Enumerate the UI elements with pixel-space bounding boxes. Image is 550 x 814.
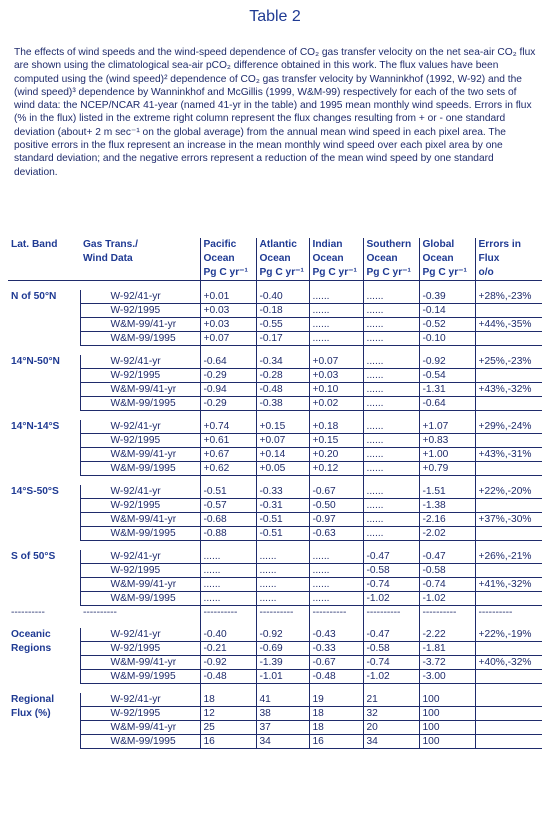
unit-southern: Pg C yr⁻¹	[363, 266, 419, 281]
header-row-2	[8, 252, 542, 266]
lat-band-label	[8, 656, 80, 670]
gas-trans-wind-cell: W-92/1995	[80, 434, 200, 448]
errors-cell: +41%,-32%	[475, 578, 542, 592]
southern-cell: ......	[363, 318, 419, 332]
errors-cell	[475, 693, 542, 707]
separator-dashes: ----------	[83, 607, 117, 618]
indian-cell: ......	[309, 550, 363, 564]
separator-dashes: ----------	[363, 606, 419, 620]
separator-dashes: ----------	[11, 606, 45, 618]
gas-trans-wind-cell: W-92/1995	[80, 499, 200, 513]
errors-cell	[475, 332, 542, 346]
lat-band-label: N of 50°N	[11, 291, 57, 303]
global-cell: 100	[419, 707, 475, 721]
global-cell: -1.81	[419, 642, 475, 656]
lat-band-label: Regional	[11, 694, 55, 706]
atlantic-cell: 37	[256, 721, 309, 735]
unit-indian: Pg C yr⁻¹	[309, 266, 363, 281]
indian-cell: -0.43	[309, 628, 363, 642]
errors-cell: +28%,-23%	[475, 290, 542, 304]
lat-band-label	[8, 383, 80, 397]
southern-cell: -1.02	[363, 670, 419, 684]
lat-band-label	[8, 369, 80, 383]
indian-cell: 18	[309, 707, 363, 721]
lat-band-label	[8, 735, 80, 749]
southern-cell: ......	[363, 485, 419, 499]
header-indian-ocean: Ocean	[309, 252, 363, 266]
atlantic-cell: +0.07	[256, 434, 309, 448]
global-cell: 100	[419, 735, 475, 749]
global-cell: -0.92	[419, 355, 475, 369]
atlantic-cell: -0.17	[256, 332, 309, 346]
indian-cell: +0.15	[309, 434, 363, 448]
atlantic-cell: -0.92	[256, 628, 309, 642]
table-row	[8, 735, 542, 749]
indian-cell: -0.67	[309, 485, 363, 499]
gas-trans-wind-cell: W-92/1995	[80, 642, 200, 656]
unit-errors: o/o	[475, 266, 542, 281]
indian-cell: -0.63	[309, 527, 363, 541]
lat-band-label	[8, 397, 80, 411]
indian-cell: -0.50	[309, 499, 363, 513]
errors-cell: +44%,-35%	[475, 318, 542, 332]
southern-cell: ......	[363, 383, 419, 397]
separator-row	[8, 606, 542, 620]
global-cell: +1.00	[419, 448, 475, 462]
errors-cell	[475, 499, 542, 513]
table-row	[8, 397, 542, 411]
global-cell: -0.39	[419, 290, 475, 304]
global-cell: -0.14	[419, 304, 475, 318]
gas-trans-wind-cell: W&M-99/1995	[80, 332, 200, 346]
header-pacific-ocean: Ocean	[200, 252, 256, 266]
table-row	[8, 642, 542, 656]
pacific-cell: ......	[200, 592, 256, 606]
atlantic-cell: +0.14	[256, 448, 309, 462]
errors-cell: +22%,-20%	[475, 485, 542, 499]
atlantic-cell: -0.69	[256, 642, 309, 656]
table-row	[8, 721, 542, 735]
header-atlantic: Atlantic	[256, 238, 309, 252]
header-global-ocean: Ocean	[419, 252, 475, 266]
table-row	[8, 564, 542, 578]
gas-trans-wind-cell: W&M-99/41-yr	[80, 448, 200, 462]
southern-cell: ......	[363, 355, 419, 369]
header-atlantic-ocean: Ocean	[256, 252, 309, 266]
errors-cell: +43%,-31%	[475, 448, 542, 462]
gas-trans-wind-cell: W&M-99/41-yr	[80, 318, 200, 332]
header-southern-ocean: Ocean	[363, 252, 419, 266]
gas-trans-wind-cell: W&M-99/1995	[80, 527, 200, 541]
errors-cell: +37%,-30%	[475, 513, 542, 527]
indian-cell: +0.18	[309, 420, 363, 434]
global-cell: -0.64	[419, 397, 475, 411]
atlantic-cell: -0.33	[256, 485, 309, 499]
band-spacer	[8, 281, 542, 291]
band-spacer	[8, 541, 542, 551]
pacific-cell: 25	[200, 721, 256, 735]
errors-cell: +29%,-24%	[475, 420, 542, 434]
atlantic-cell: -0.18	[256, 304, 309, 318]
separator-dashes: ----------	[200, 606, 256, 620]
atlantic-cell: ......	[256, 578, 309, 592]
southern-cell: 21	[363, 693, 419, 707]
atlantic-cell: -0.38	[256, 397, 309, 411]
table-row	[8, 513, 542, 527]
table-row	[8, 420, 542, 434]
atlantic-cell: ......	[256, 550, 309, 564]
atlantic-cell: -0.31	[256, 499, 309, 513]
gas-trans-wind-cell: W&M-99/1995	[80, 735, 200, 749]
indian-cell: ......	[309, 290, 363, 304]
lat-band-label	[8, 318, 80, 332]
global-cell: 100	[419, 693, 475, 707]
pacific-cell: -0.29	[200, 397, 256, 411]
pacific-cell: -0.94	[200, 383, 256, 397]
lat-band-label	[8, 434, 80, 448]
atlantic-cell: -0.48	[256, 383, 309, 397]
southern-cell: ......	[363, 448, 419, 462]
southern-cell: -0.58	[363, 642, 419, 656]
global-cell: -0.74	[419, 578, 475, 592]
table-row	[8, 693, 542, 707]
errors-cell	[475, 434, 542, 448]
header-southern: Southern	[363, 238, 419, 252]
table-row	[8, 527, 542, 541]
unit-atlantic: Pg C yr⁻¹	[256, 266, 309, 281]
atlantic-cell: 34	[256, 735, 309, 749]
header-indian: Indian	[309, 238, 363, 252]
southern-cell: ......	[363, 527, 419, 541]
table-row	[8, 304, 542, 318]
table-caption: The effects of wind speeds and the wind-speed dependence of CO₂ gas transfer velocity on the net sea-air CO₂ flux are shown using the climatological sea-air pCO₂ difference obtained in this work. The flux values have been computed using the (wind speed)² dependence of CO₂ gas transfer velocity by Wanninkhof (1992, W-92) and the (wind speed)³ dependence by Wanninkhof and McGillis (1999, W&M-99) respectively for each of the two sets of wind data: the NCEP/NCAR 41-year (named 41-yr in the table) and 1995 mean monthly wind speeds. Errors in flux (% in the flux) listed in the extreme right column represent the flux changes resulting from + or - one standard deviation (about+ 2 m sec⁻¹ on the global average) from the annual mean wind speed in each pixel area. The positive errors in the flux represent an increase in the mean monthly wind speed over each pixel area by one standard deviation; and the negative errors represent a reduction of the mean wind speed by one standard deviation.	[14, 47, 536, 178]
gas-trans-wind-cell: W-92/1995	[80, 564, 200, 578]
global-cell: -1.02	[419, 592, 475, 606]
separator-dashes: ----------	[419, 606, 475, 620]
pacific-cell: -0.48	[200, 670, 256, 684]
header-row-1	[8, 238, 542, 252]
atlantic-cell: -1.39	[256, 656, 309, 670]
header-gas-trans: Gas Trans./	[83, 239, 138, 250]
errors-cell: +40%,-32%	[475, 656, 542, 670]
indian-cell: -0.48	[309, 670, 363, 684]
indian-cell: -0.97	[309, 513, 363, 527]
gas-trans-wind-cell: W-92/41-yr	[80, 628, 200, 642]
global-cell: -0.58	[419, 564, 475, 578]
southern-cell: ......	[363, 290, 419, 304]
gas-trans-wind-cell: W-92/1995	[80, 304, 200, 318]
indian-cell: 16	[309, 735, 363, 749]
lat-band-label	[8, 513, 80, 527]
global-cell: -3.00	[419, 670, 475, 684]
lat-band-label	[8, 499, 80, 513]
southern-cell: -0.74	[363, 656, 419, 670]
errors-cell	[475, 527, 542, 541]
indian-cell: ......	[309, 564, 363, 578]
indian-cell: -0.67	[309, 656, 363, 670]
unit-pacific: Pg C yr⁻¹	[200, 266, 256, 281]
lat-band-label	[8, 332, 80, 346]
global-cell: +0.79	[419, 462, 475, 476]
separator-dashes: ----------	[256, 606, 309, 620]
global-cell: -2.22	[419, 628, 475, 642]
band-spacer	[8, 346, 542, 356]
header-flux: Flux	[475, 252, 542, 266]
gas-trans-wind-cell: W&M-99/1995	[80, 462, 200, 476]
errors-cell	[475, 592, 542, 606]
band-spacer	[8, 476, 542, 486]
errors-cell	[475, 642, 542, 656]
pacific-cell: 18	[200, 693, 256, 707]
header-row-units	[8, 266, 542, 281]
pacific-cell: +0.61	[200, 434, 256, 448]
gas-trans-wind-cell: W-92/41-yr	[80, 290, 200, 304]
table-row	[8, 628, 542, 642]
gas-trans-wind-cell: W&M-99/1995	[80, 592, 200, 606]
lat-band-label	[8, 448, 80, 462]
atlantic-cell: +0.05	[256, 462, 309, 476]
atlantic-cell: 41	[256, 693, 309, 707]
southern-cell: ......	[363, 332, 419, 346]
header-global: Global	[419, 238, 475, 252]
header-pacific: Pacific	[200, 238, 256, 252]
indian-cell: +0.12	[309, 462, 363, 476]
errors-cell: +26%,-21%	[475, 550, 542, 564]
gas-trans-wind-cell: W-92/41-yr	[80, 420, 200, 434]
gas-trans-wind-cell: W-92/1995	[80, 369, 200, 383]
table-row	[8, 383, 542, 397]
separator-dashes: ----------	[309, 606, 363, 620]
global-cell: -0.52	[419, 318, 475, 332]
indian-cell: ......	[309, 592, 363, 606]
errors-cell	[475, 721, 542, 735]
lat-band-label	[8, 670, 80, 684]
errors-cell	[475, 304, 542, 318]
table-row	[8, 707, 542, 721]
table-row	[8, 670, 542, 684]
southern-cell: -0.58	[363, 564, 419, 578]
indian-cell: +0.03	[309, 369, 363, 383]
lat-band-label	[8, 721, 80, 735]
pacific-cell: +0.01	[200, 290, 256, 304]
pacific-cell: -0.40	[200, 628, 256, 642]
errors-cell	[475, 564, 542, 578]
pacific-cell: -0.68	[200, 513, 256, 527]
errors-cell: +25%,-23%	[475, 355, 542, 369]
gas-trans-wind-cell: W-92/41-yr	[80, 550, 200, 564]
pacific-cell: 12	[200, 707, 256, 721]
southern-cell: ......	[363, 397, 419, 411]
southern-cell: ......	[363, 499, 419, 513]
lat-band-label: 14°N-14°S	[11, 421, 60, 433]
indian-cell: 19	[309, 693, 363, 707]
errors-cell: +43%,-32%	[475, 383, 542, 397]
indian-cell: ......	[309, 318, 363, 332]
errors-cell	[475, 735, 542, 749]
lat-band-label: 14°S-50°S	[11, 486, 59, 498]
indian-cell: ......	[309, 578, 363, 592]
page-title: Table 2	[249, 8, 301, 25]
global-cell: -1.51	[419, 485, 475, 499]
band-spacer	[8, 619, 542, 628]
global-cell: -2.16	[419, 513, 475, 527]
band-spacer	[8, 684, 542, 694]
southern-cell: ......	[363, 420, 419, 434]
gas-trans-wind-cell: W-92/41-yr	[80, 693, 200, 707]
indian-cell: ......	[309, 304, 363, 318]
errors-cell	[475, 369, 542, 383]
header-errors: Errors in	[475, 238, 542, 252]
pacific-cell: -0.64	[200, 355, 256, 369]
header-lat-band: Lat. Band	[11, 239, 58, 250]
pacific-cell: -0.21	[200, 642, 256, 656]
lat-band-label: Oceanic	[11, 629, 51, 641]
lat-band-label: 14°N-50°N	[11, 356, 60, 368]
pacific-cell: -0.92	[200, 656, 256, 670]
band-spacer	[8, 411, 542, 421]
lat-band-label	[8, 578, 80, 592]
table-row	[8, 434, 542, 448]
errors-cell: +22%,-19%	[475, 628, 542, 642]
table-row	[8, 332, 542, 346]
pacific-cell: ......	[200, 578, 256, 592]
lat-band-label	[8, 304, 80, 318]
atlantic-cell: ......	[256, 564, 309, 578]
header-wind-data: Wind Data	[83, 253, 133, 264]
southern-cell: ......	[363, 434, 419, 448]
indian-cell: -0.33	[309, 642, 363, 656]
southern-cell: -1.02	[363, 592, 419, 606]
pacific-cell: +0.74	[200, 420, 256, 434]
pacific-cell: +0.03	[200, 304, 256, 318]
table-row	[8, 462, 542, 476]
southern-cell: -0.47	[363, 550, 419, 564]
pacific-cell: -0.29	[200, 369, 256, 383]
pacific-cell: +0.07	[200, 332, 256, 346]
table-row	[8, 448, 542, 462]
table-row	[8, 369, 542, 383]
global-cell: 100	[419, 721, 475, 735]
table-row	[8, 578, 542, 592]
pacific-cell: 16	[200, 735, 256, 749]
pacific-cell: -0.57	[200, 499, 256, 513]
global-cell: +0.83	[419, 434, 475, 448]
errors-cell	[475, 670, 542, 684]
indian-cell: +0.07	[309, 355, 363, 369]
table-row	[8, 355, 542, 369]
gas-trans-wind-cell: W&M-99/41-yr	[80, 513, 200, 527]
table-body	[8, 281, 542, 749]
gas-trans-wind-cell: W-92/1995	[80, 707, 200, 721]
pacific-cell: +0.03	[200, 318, 256, 332]
lat-band-label: Regions	[11, 643, 52, 654]
atlantic-cell: +0.15	[256, 420, 309, 434]
pacific-cell: +0.67	[200, 448, 256, 462]
table-row	[8, 550, 542, 564]
atlantic-cell: -1.01	[256, 670, 309, 684]
atlantic-cell: -0.51	[256, 527, 309, 541]
global-cell: -0.54	[419, 369, 475, 383]
gas-trans-wind-cell: W-92/41-yr	[80, 355, 200, 369]
atlantic-cell: -0.34	[256, 355, 309, 369]
southern-cell: 32	[363, 707, 419, 721]
gas-trans-wind-cell: W&M-99/41-yr	[80, 383, 200, 397]
separator-dashes: ----------	[475, 606, 542, 620]
table-page	[0, 8, 550, 814]
southern-cell: -0.47	[363, 628, 419, 642]
table-row	[8, 656, 542, 670]
atlantic-cell: -0.55	[256, 318, 309, 332]
gas-trans-wind-cell: W&M-99/41-yr	[80, 721, 200, 735]
southern-cell: ......	[363, 369, 419, 383]
southern-cell: 20	[363, 721, 419, 735]
gas-trans-wind-cell: W&M-99/41-yr	[80, 656, 200, 670]
gas-trans-wind-cell: W&M-99/1995	[80, 397, 200, 411]
southern-cell: 34	[363, 735, 419, 749]
unit-global: Pg C yr⁻¹	[419, 266, 475, 281]
errors-cell	[475, 397, 542, 411]
gas-trans-wind-cell: W&M-99/41-yr	[80, 578, 200, 592]
southern-cell: ......	[363, 462, 419, 476]
southern-cell: ......	[363, 513, 419, 527]
atlantic-cell: ......	[256, 592, 309, 606]
flux-table	[8, 238, 542, 749]
global-cell: -0.47	[419, 550, 475, 564]
table-row	[8, 318, 542, 332]
pacific-cell: -0.88	[200, 527, 256, 541]
pacific-cell: ......	[200, 550, 256, 564]
table-row	[8, 290, 542, 304]
table-row	[8, 499, 542, 513]
global-cell: -3.72	[419, 656, 475, 670]
lat-band-label	[8, 527, 80, 541]
atlantic-cell: -0.28	[256, 369, 309, 383]
atlantic-cell: -0.40	[256, 290, 309, 304]
global-cell: -1.38	[419, 499, 475, 513]
pacific-cell: +0.62	[200, 462, 256, 476]
lat-band-label	[8, 462, 80, 476]
global-cell: -0.10	[419, 332, 475, 346]
lat-band-label: S of 50°S	[11, 551, 56, 563]
indian-cell: +0.20	[309, 448, 363, 462]
indian-cell: ......	[309, 332, 363, 346]
southern-cell: ......	[363, 304, 419, 318]
southern-cell: -0.74	[363, 578, 419, 592]
global-cell: -2.02	[419, 527, 475, 541]
errors-cell	[475, 462, 542, 476]
errors-cell	[475, 707, 542, 721]
gas-trans-wind-cell: W-92/41-yr	[80, 485, 200, 499]
pacific-cell: ......	[200, 564, 256, 578]
indian-cell: 18	[309, 721, 363, 735]
global-cell: +1.07	[419, 420, 475, 434]
pacific-cell: -0.51	[200, 485, 256, 499]
lat-band-label	[8, 592, 80, 606]
lat-band-label: Flux (%)	[11, 708, 51, 719]
atlantic-cell: -0.51	[256, 513, 309, 527]
indian-cell: +0.02	[309, 397, 363, 411]
table-row	[8, 485, 542, 499]
gas-trans-wind-cell: W&M-99/1995	[80, 670, 200, 684]
lat-band-label	[8, 564, 80, 578]
indian-cell: +0.10	[309, 383, 363, 397]
table-row	[8, 592, 542, 606]
global-cell: -1.31	[419, 383, 475, 397]
atlantic-cell: 38	[256, 707, 309, 721]
